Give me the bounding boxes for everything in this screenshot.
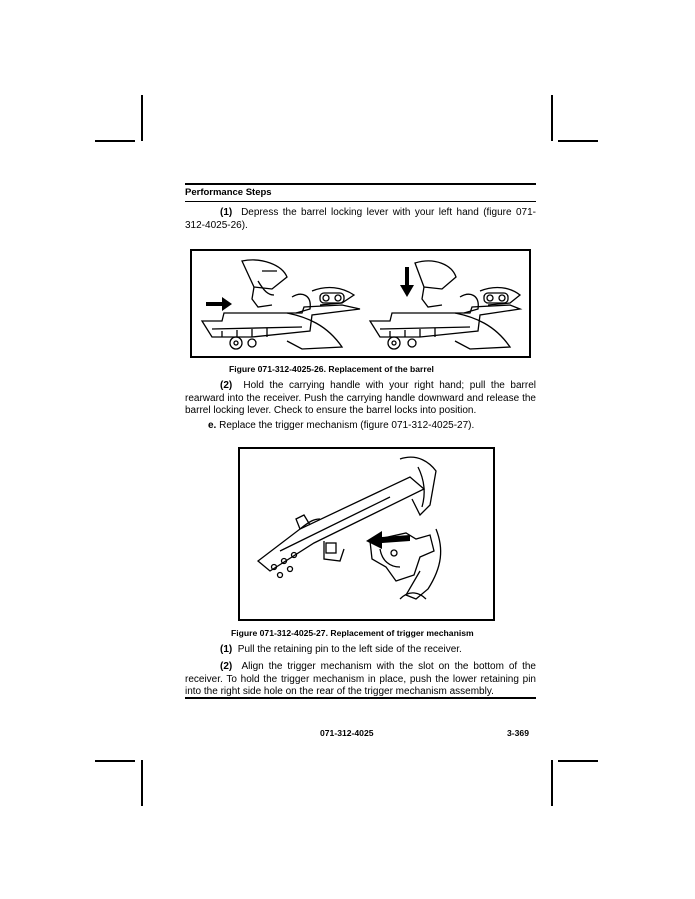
- crop-mark-bottom-left-v: [141, 760, 143, 806]
- crop-mark-top-right-v: [551, 95, 553, 141]
- step-e-text: Replace the trigger mechanism (figure 071-312-4025-27).: [219, 420, 475, 431]
- step-2b-number: (2): [220, 661, 233, 672]
- step-1b-paragraph: [185, 644, 536, 657]
- section-title: Performance Steps: [185, 187, 272, 198]
- figure-27-image: [238, 447, 495, 621]
- crop-mark-top-right-h: [558, 140, 598, 142]
- header-top-rule: [185, 183, 536, 185]
- crop-mark-bottom-left-h: [95, 760, 135, 762]
- step-e-letter: e.: [208, 420, 217, 431]
- step-2-paragraph: [185, 380, 536, 418]
- figure-26-caption: Figure 071-312-4025-26. Replacement of the barrel: [229, 364, 434, 374]
- header-bottom-rule: [185, 201, 536, 202]
- crop-mark-top-left-v: [141, 95, 143, 141]
- crop-mark-bottom-right-v: [551, 760, 553, 806]
- step-2-text: Hold the carrying handle with your right hand; pull the barrel rearward into the receiver. Push the carrying handle downward and release the barrel locking lever. Check to ensure the barrel locks into position.: [185, 380, 536, 417]
- step-2b-paragraph: [185, 661, 536, 699]
- step-1-paragraph: [185, 207, 536, 232]
- figure-26-image: [190, 249, 531, 358]
- step-1-number: (1): [220, 207, 233, 218]
- step-1-text: Depress the barrel locking lever with your left hand (figure 071-312-4025-26).: [185, 207, 536, 231]
- step-2-number: (2): [220, 380, 233, 391]
- footer-page-number: 3-369: [507, 728, 529, 738]
- crop-mark-bottom-right-h: [558, 760, 598, 762]
- step-e-paragraph: [185, 420, 536, 433]
- crop-mark-top-left-h: [95, 140, 135, 142]
- body-bottom-rule: [185, 697, 536, 699]
- step-1b-number: (1): [220, 644, 233, 655]
- step-1b-text: Pull the retaining pin to the left side of the receiver.: [237, 644, 462, 655]
- barrel-replacement-illustration: [192, 251, 529, 356]
- footer-task-number: 071-312-4025: [320, 728, 374, 738]
- figure-27-caption: Figure 071-312-4025-27. Replacement of trigger mechanism: [231, 628, 474, 638]
- trigger-mechanism-illustration: [240, 449, 493, 619]
- step-2b-text: Align the trigger mechanism with the slot on the bottom of the receiver. To hold the trigger mechanism in place, push the lower retaining pin into the right side hole on the rear of the trigger mechanism assembly.: [185, 661, 536, 698]
